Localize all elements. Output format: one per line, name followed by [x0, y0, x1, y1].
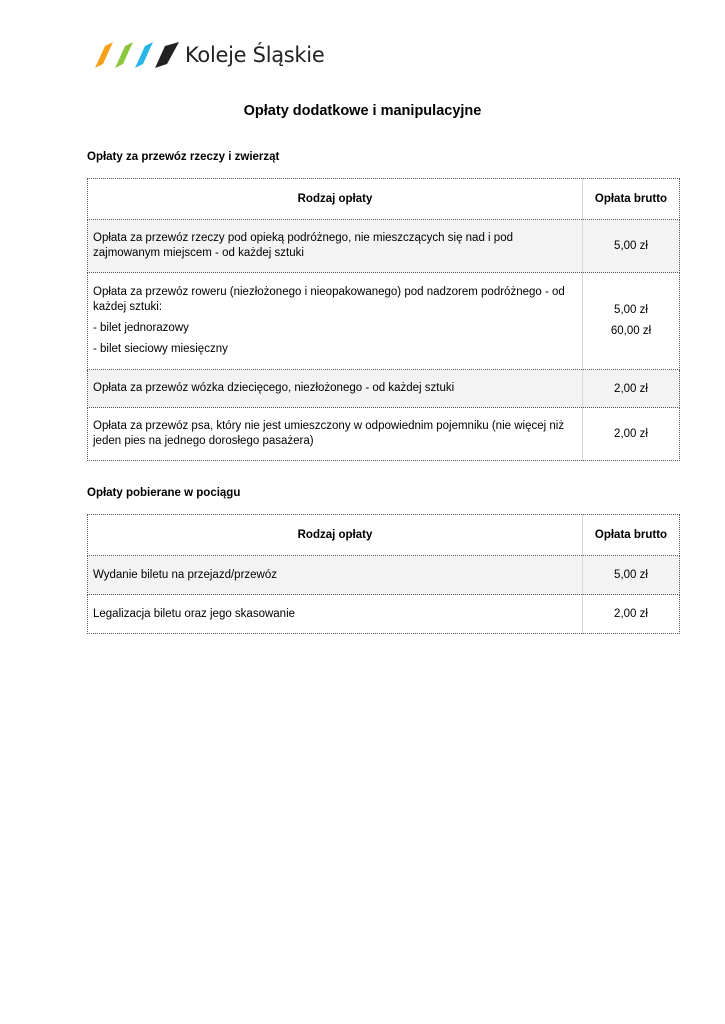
fee-description: Legalizacja biletu oraz jego skasowanie [88, 595, 583, 634]
fee-price: 5,00 zł [583, 220, 680, 273]
table-row [88, 556, 680, 595]
table-row [88, 370, 680, 408]
table-header-row [88, 515, 680, 556]
column-header-price: Opłata brutto [583, 515, 680, 556]
fee-subitem-single: - bilet jednorazowy [93, 322, 189, 334]
fee-description: Opłata za przewóz rzeczy pod opieką podróżnego, nie mieszczących się nad i pod zajmowanym miejscem - od każdej sztuki [88, 220, 583, 273]
fee-description: Wydanie biletu na przejazd/przewóz [88, 556, 583, 595]
table-header-row [88, 179, 680, 220]
brand-name: Koleje Śląskie [185, 43, 325, 67]
table-row [88, 273, 680, 370]
table-row [88, 595, 680, 634]
column-header-price: Opłata brutto [583, 179, 680, 220]
column-header-type: Rodzaj opłaty [88, 515, 583, 556]
fees-table-goods [87, 178, 680, 461]
section-title-train-fees: Opłaty pobierane w pociągu [87, 487, 241, 499]
fee-price-monthly: 60,00 zł [610, 325, 652, 337]
page-title: Opłaty dodatkowe i manipulacyjne [243, 103, 482, 119]
fee-price-single: 5,00 zł [614, 304, 648, 316]
brand-logo [87, 40, 324, 70]
fee-price-block [583, 273, 680, 370]
table-row [88, 408, 680, 461]
fee-price: 5,00 zł [583, 556, 680, 595]
fee-description: Opłata za przewóz roweru (niezłożonego i nieopakowanego) pod nadzorem podróżnego - od każdej sztuki: [93, 286, 565, 313]
fee-price: 2,00 zł [583, 408, 680, 461]
brand-stripes-icon [87, 42, 179, 68]
fee-description-block [88, 273, 583, 370]
fee-price: 2,00 zł [583, 595, 680, 634]
table-row [88, 220, 680, 273]
column-header-type: Rodzaj opłaty [88, 179, 583, 220]
fee-description: Opłata za przewóz wózka dziecięcego, niezłożonego - od każdej sztuki [88, 370, 583, 408]
fee-description: Opłata za przewóz psa, który nie jest umieszczony w odpowiednim pojemniku (nie więcej niż jeden pies na jednego dorosłego pasażera) [88, 408, 583, 461]
fees-table-train [87, 514, 680, 634]
fee-subitem-monthly: - bilet sieciowy miesięczny [93, 343, 228, 355]
fee-price: 2,00 zł [583, 370, 680, 408]
section-title-goods: Opłaty za przewóz rzeczy i zwierząt [87, 151, 280, 163]
